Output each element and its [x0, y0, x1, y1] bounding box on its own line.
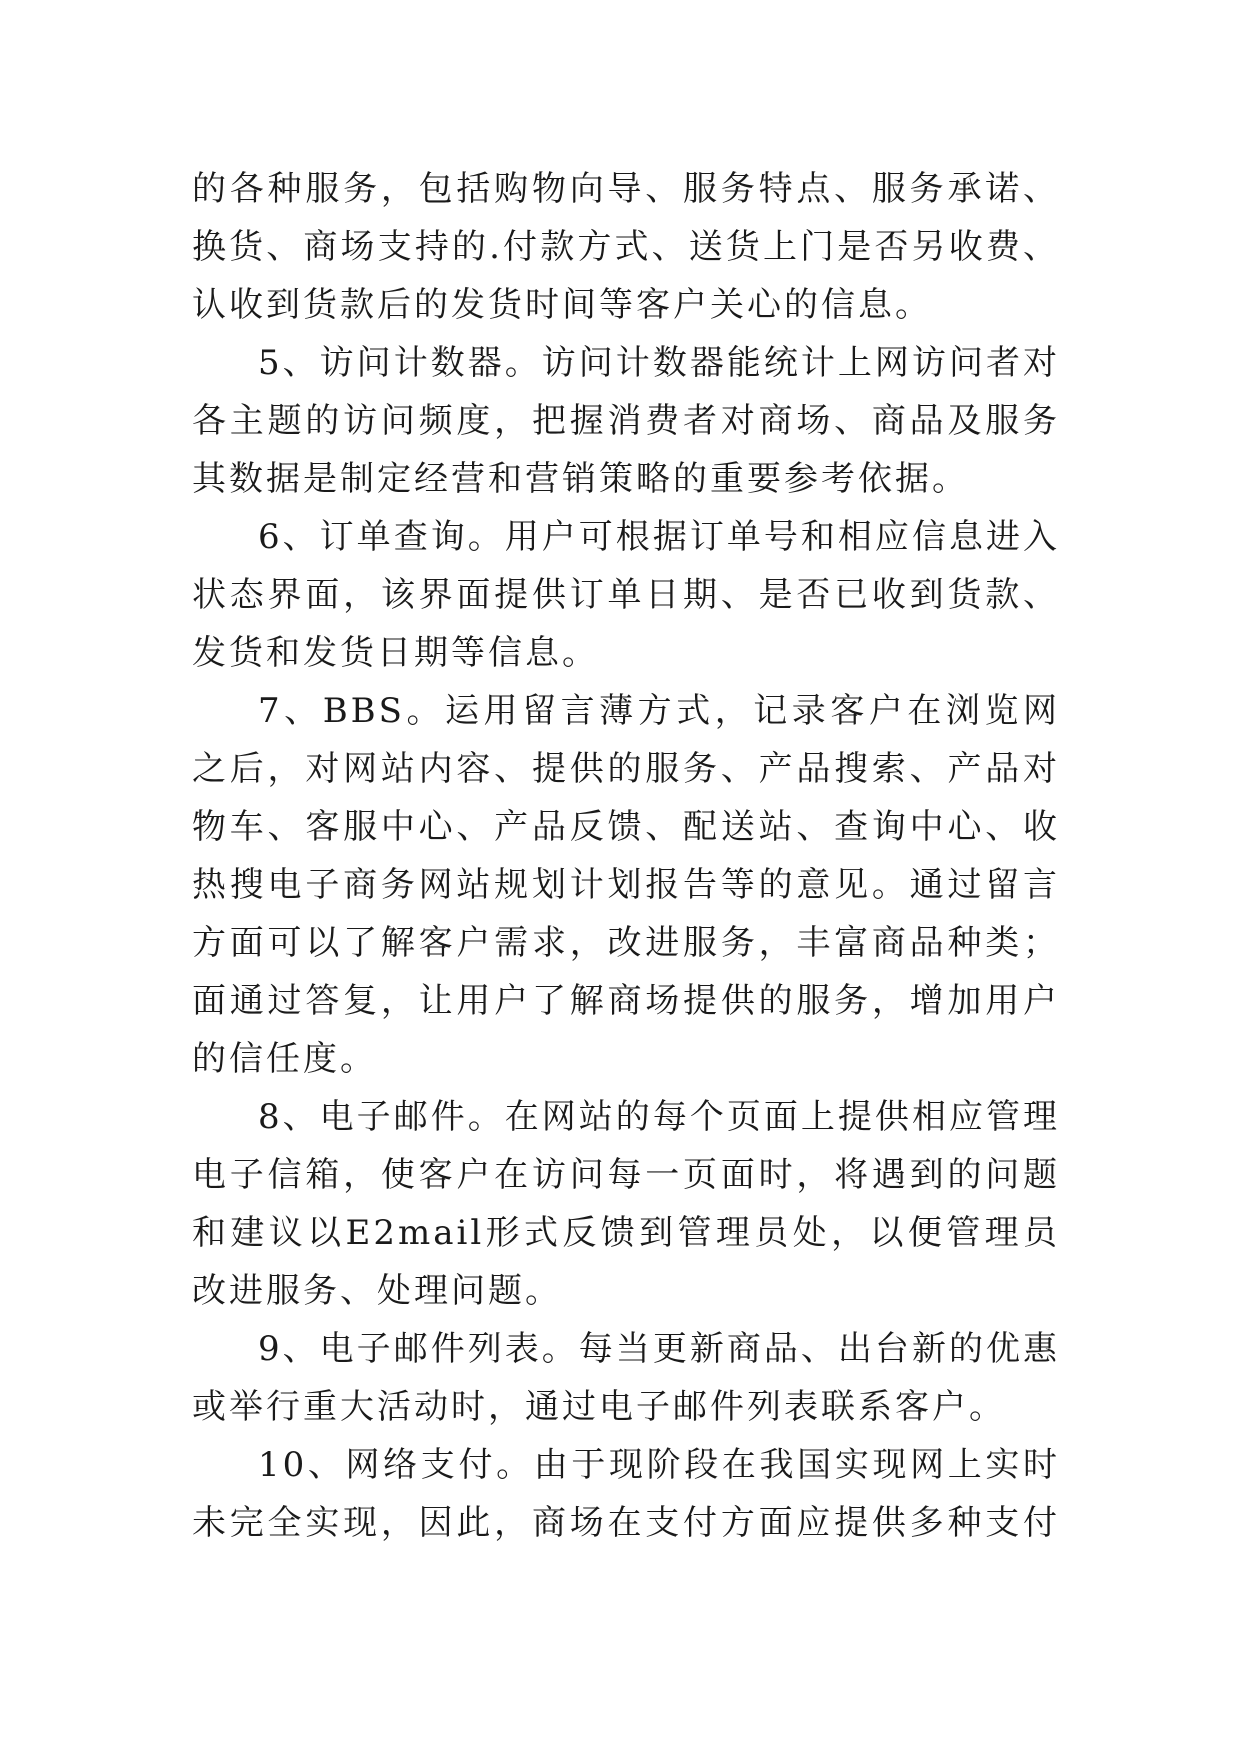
text-line: 热搜电子商务网站规划计划报告等的意见。通过留言	[192, 865, 1060, 905]
text-line: 和建议以E2mail形式反馈到管理员处，以便管理员	[192, 1213, 1060, 1253]
text-line: 发货和发货日期等信息。	[192, 633, 599, 673]
text-line: 方面可以了解客户需求，改进服务，丰富商品种类；	[192, 923, 1060, 963]
text-line: 的各种服务，包括购物向导、服务特点、服务承诺、	[192, 169, 1060, 209]
text-line: 改进服务、处理问题。	[192, 1271, 562, 1311]
text-line: 或举行重大活动时，通过电子邮件列表联系客户。	[192, 1387, 1006, 1427]
paragraph-start-line: 5、访问计数器。访问计数器能统计上网访问者对	[258, 343, 1060, 383]
paragraph-start-line: 7、BBS。运用留言薄方式，记录客户在浏览网	[258, 691, 1060, 731]
paragraph-start-line: 8、电子邮件。在网站的每个页面上提供相应管理	[258, 1097, 1060, 1137]
paragraph-start-line: 9、电子邮件列表。每当更新商品、出台新的优惠	[258, 1329, 1060, 1369]
text-line: 物车、客服中心、产品反馈、配送站、查询中心、收	[192, 807, 1060, 847]
text-line: 电子信箱，使客户在访问每一页面时，将遇到的问题	[192, 1155, 1060, 1195]
text-line: 之后，对网站内容、提供的服务、产品搜索、产品对	[192, 749, 1060, 789]
text-line: 面通过答复，让用户了解商场提供的服务，增加用户	[192, 981, 1060, 1021]
text-line: 其数据是制定经营和营销策略的重要参考依据。	[192, 459, 969, 499]
document-body	[192, 160, 1060, 1552]
text-line: 的信任度。	[192, 1039, 377, 1079]
paragraph-start-line: 10、网络支付。由于现阶段在我国实现网上实时	[258, 1445, 1060, 1485]
text-line: 未完全实现，因此，商场在支付方面应提供多种支付	[192, 1503, 1060, 1543]
text-line: 各主题的访问频度，把握消费者对商场、商品及服务	[192, 401, 1060, 441]
text-line: 换货、商场支持的.付款方式、送货上门是否另收费、	[192, 227, 1060, 267]
text-line: 认收到货款后的发货时间等客户关心的信息。	[192, 285, 932, 325]
paragraph-start-line: 6、订单查询。用户可根据订单号和相应信息进入	[258, 517, 1060, 557]
text-line: 状态界面，该界面提供订单日期、是否已收到货款、	[192, 575, 1060, 615]
